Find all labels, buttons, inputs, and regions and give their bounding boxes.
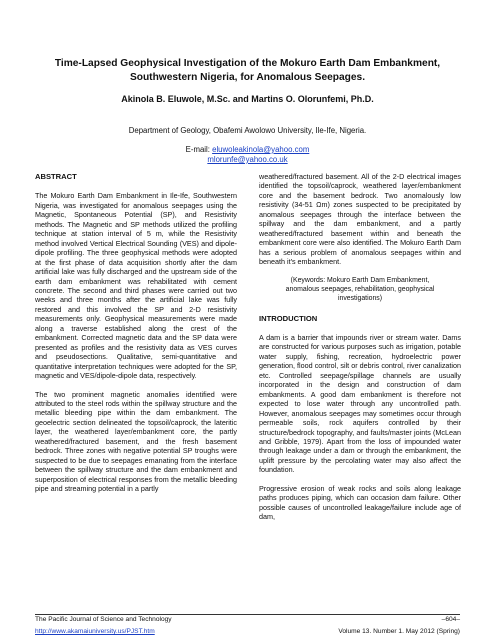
affiliation: Department of Geology, Obafemi Awolowo University, Ile-Ife, Nigeria. [128,126,367,135]
footer-divider [35,614,460,615]
email-link-2[interactable]: mlorunfe@yahoo.co.uk [207,155,288,164]
footer-journal: The Pacific Journal of Science and Technology [35,616,172,623]
left-column [35,172,237,503]
paper-title: Time-Lapsed Geophysical Investigation of the Mokuro Earth Dam Embankment, Southwestern Nigeria, for Anomalous Seepages. [54,58,441,83]
email-link-1[interactable]: eluwoleakinola@yahoo.com [212,145,310,154]
introduction-paragraph-2: Progressive erosion of weak rocks and soils along leakage paths produces piping, which can occasion dam failure. Other possible causes of uncontrolled leakage/failure include age of dam, [259,483,461,522]
email-label: E-mail: [185,145,210,154]
abstract-heading: ABSTRACT [35,172,77,181]
introduction-heading: INTRODUCTION [259,313,318,323]
footer-page-number: –604– [441,616,460,623]
author-names: Akinola B. Eluwole, M.Sc. and Martins O. Olorunfemi, Ph.D. [121,94,374,104]
footer-volume: Volume 13. Number 1. May 2012 (Spring) [338,628,460,635]
email-block [30,145,465,165]
abstract-paragraph-2: The two prominent magnetic anomalies identified were attributed to the steel rods within the spillway structure and the metallic bleeding pipe within the dam embankment. The geoelectric section delineated the topsoil/caprock, the lateritic layer, the weathered layer/embankment core, the partly weathered/fractured basement, and the fresh basement bedrock. Three zones with negative potential SP troughs were suspected to be due to seepages emanating from the interface between the spillway structure and the dam embankment and superposition of electrical responses from the metallic bleeding pipe and streaming potential in a partly [35,389,237,494]
abstract-paragraph-1: The Mokuro Earth Dam Embankment in Ile-Ife, Southwestern Nigeria, was investigated for anomalous seepages using the Magnetic, Spontaneous Potential (SP), and Resistivity methods. The Magnetic and SP methods utilized the profiling technique at station interval of 5 m, while the Resistivity method involved Vertical Electrical Sounding (VES) and dipole-dipole profiling. The three geophysical methods were adopted at the first phase of data acquisition shortly after the dam artificial lake was fully discharged and the upstream side of the earth dam embankment was rehabilitated with cement concrete. The second and third phases were carried out two weeks and three months after the artificial lake was fully restored and this involved the SP and 2-D resistivity measurements only. Geophysical measurements were made along a traverse established along the crest of the embankment. Corrected magnetic data and the SP data were presented as profiles and the resistivity data as VES curves and pseudosections. Qualitative, semi-quantitative and quantitative interpretation techniques were adopted for the SP, magnetic and VES/dipole-dipole data, respectively. [35,191,237,381]
abstract-continuation: weathered/fractured basement. All of the 2-D electrical images identified the topsoil/caprock, weathered layer/embankment core and the basement bedrock. Two anomalously low resistivity (34-51 Ωm) zones suspected to be precipitated by anomalous seepages through the interface between the spillway and the dam embankment, and a partly weathered/fractured basement within and beneath the embankment core were also identified. The Mokuro Earth Dam has a serious problem of anomalous seepages within and beneath it's embankment. [259,172,461,267]
introduction-paragraph-1: A dam is a barrier that impounds river or stream water. Dams are constructed for various purposes such as irrigation, potable water supply, fishing, recreation, hydroelectric power generation, flood control, silt or debris control, river canalization etc. Controlled seepage/spillage channels are usually incorporated in the design and construction of dam embankments. A good dam embankment is therefore not expected to lose water through any uncontrolled path. However, anomalous seepages may sometimes occur through permeable soils, rock aquifers controlled by their structure/bedrock topography, and faults/master joints (McLean and Gribble, 1979). Apart from the loss of impounded water through leakage under a dam or through the embankment, the uplift pressure by the percolating water may also affect the foundation. [259,332,461,475]
keywords: (Keywords: Mokuro Earth Dam Embankment, anomalous seepages, rehabilitation, geophysical investigations) [285,276,435,302]
right-column [259,172,461,531]
footer-url-link[interactable]: http://www.akamaiuniversity.us/PJST.htm [35,628,155,635]
